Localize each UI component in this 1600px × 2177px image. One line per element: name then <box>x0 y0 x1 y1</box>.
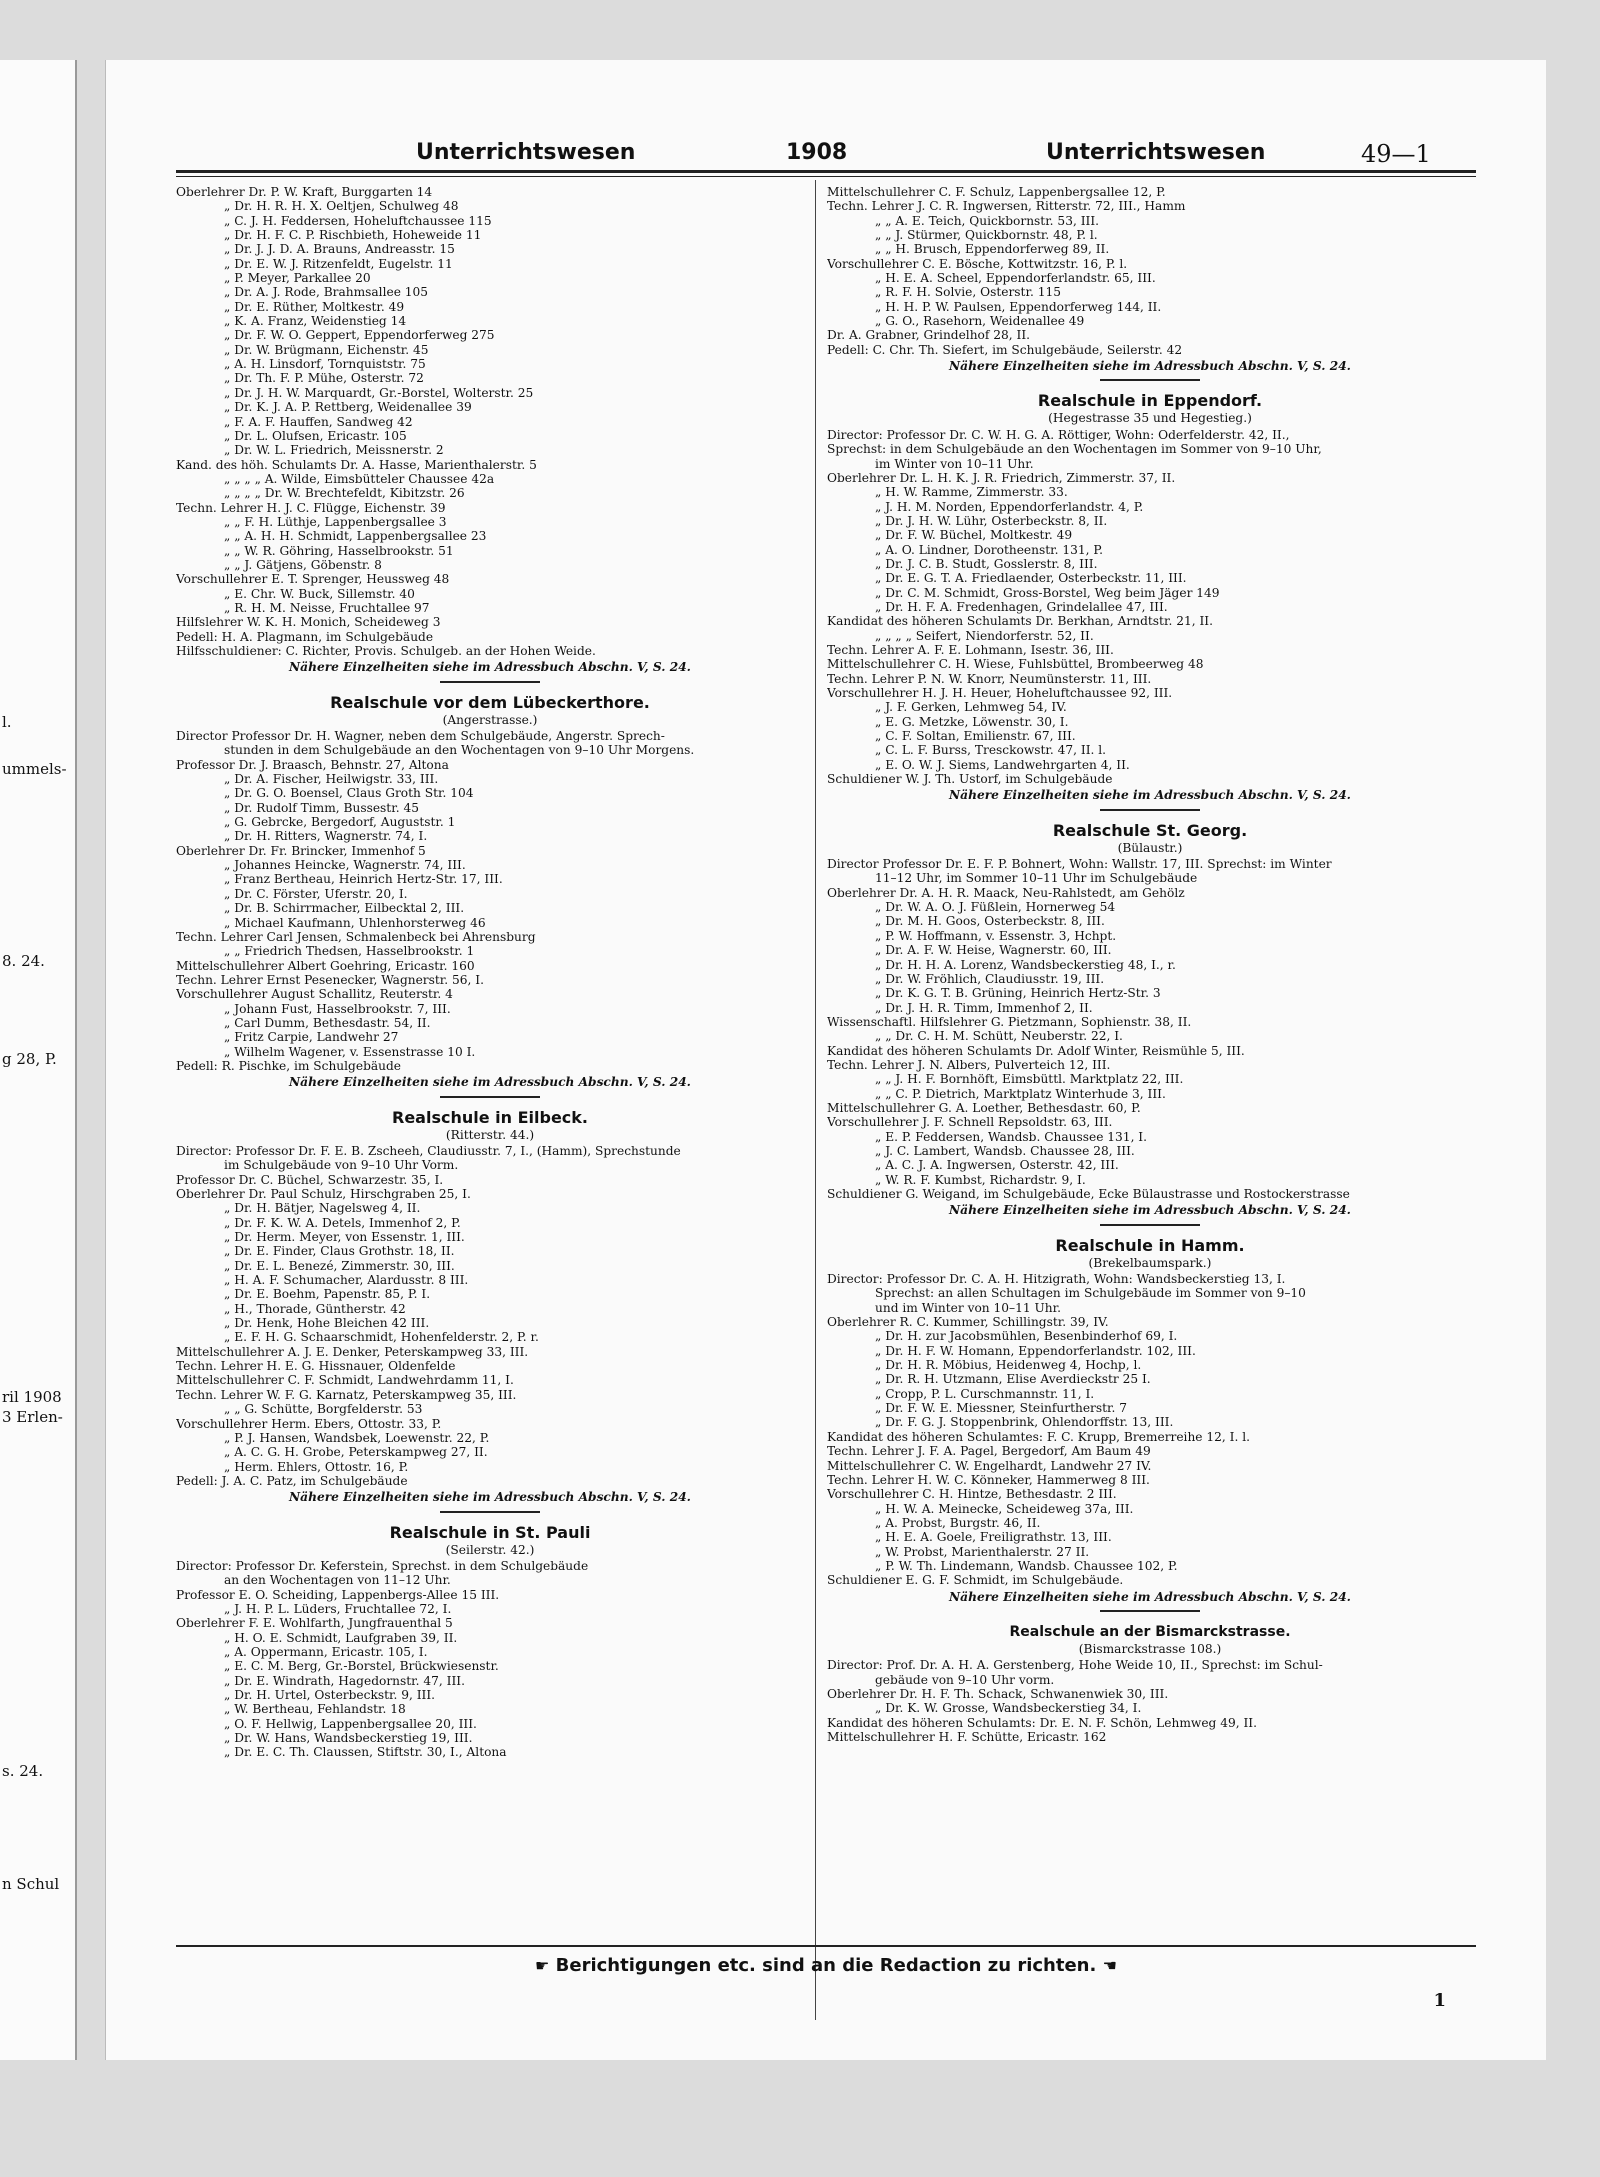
list-entry: „ J. F. Gerken, Lehmweg 54, IV. <box>875 700 1067 715</box>
list-entry: „ Cropp, P. L. Curschmannstr. 11, I. <box>875 1386 1095 1401</box>
list-entry: „ Dr. Rudolf Timm, Bussestr. 45 <box>224 800 419 815</box>
list-entry: 11–12 Uhr, im Sommer 10–11 Uhr im Schulgebäude <box>875 871 1198 886</box>
list-entry: „ G. Gebrcke, Bergedorf, Auguststr. 1 <box>224 815 456 830</box>
list-entry: „ Dr. A. F. W. Heise, Wagnerstr. 60, III. <box>875 943 1112 958</box>
list-entry: „ „ F. H. Lüthje, Lappenbergsallee 3 <box>224 514 447 529</box>
list-entry: „ Dr. J. H. W. Marquardt, Gr.-Borstel, Wolterstr. 25 <box>224 385 534 400</box>
list-entry: Schuldiener G. Weigand, im Schulgebäude, Ecke Bülaustrasse und Rostockerstrasse <box>827 1187 1350 1201</box>
list-entry: Oberlehrer Dr. L. H. K. J. R. Friedrich, Zimmerstr. 37, II. <box>827 470 1176 485</box>
section-address: (Bülaustr.) <box>1117 840 1183 855</box>
list-entry: „ A. C. J. A. Ingwersen, Osterstr. 42, III. <box>875 1158 1119 1173</box>
list-entry: Vorschullehrer Herm. Ebers, Ottostr. 33, P. <box>176 1416 442 1431</box>
list-entry: Dr. A. Grabner, Grindelhof 28, II. <box>827 328 1031 343</box>
list-entry: Techn. Lehrer H. W. C. Könneker, Hammerweg 8 III. <box>827 1472 1150 1487</box>
list-entry: „ W. Bertheau, Fehlandstr. 18 <box>224 1702 406 1717</box>
list-entry: „ J. C. Lambert, Wandsb. Chaussee 28, III. <box>875 1143 1135 1158</box>
list-entry: Techn. Lehrer J. C. R. Ingwersen, Ritterstr. 72, III., Hamm <box>827 199 1186 214</box>
section-title: Realschule in Hamm. <box>1055 1235 1245 1255</box>
list-entry: „ W. Probst, Marienthalerstr. 27 II. <box>875 1544 1090 1559</box>
list-entry: Pedell: J. A. C. Patz, im Schulgebäude <box>176 1473 408 1488</box>
reference-note: Nähere Einzelheiten siehe im Adressbuch Abschn. V, S. 24. <box>949 788 1351 803</box>
list-entry: „ R. H. M. Neisse, Fruchtallee 97 <box>224 600 430 615</box>
list-entry: Director: Professor Dr. Keferstein, Sprechst. in dem Schulgebäude <box>176 1558 589 1573</box>
section-address: (Angerstrasse.) <box>442 712 538 727</box>
column-divider <box>815 180 816 2020</box>
running-header <box>106 140 1546 170</box>
list-entry: „ A. C. G. H. Grobe, Peterskampweg 27, II. <box>224 1445 488 1460</box>
list-entry: „ H. E. A. Goele, Freiligrathstr. 13, III. <box>875 1530 1112 1545</box>
list-entry: „ Dr. K. G. T. B. Grüning, Heinrich Hertz-Str. 3 <box>875 986 1161 1001</box>
footer-rule <box>176 1945 1476 1947</box>
list-entry: Pedell: C. Chr. Th. Siefert, im Schulgebäude, Seilerstr. 42 <box>827 342 1183 357</box>
list-entry: Techn. Lehrer Ernst Pesenecker, Wagnerstr. 56, I. <box>176 972 484 987</box>
list-entry: „ Dr. E. W. J. Ritzenfeldt, Eugelstr. 11 <box>224 256 453 271</box>
footer-text: Berichtigungen etc. sind an die Redaction zu richten. <box>555 1955 1097 1976</box>
list-entry: „ „ „ „ Dr. W. Brechtefeldt, Kibitzstr. 26 <box>224 486 465 501</box>
list-entry: Director Professor Dr. E. F. P. Bohnert, Wohn: Wallstr. 17, III. Sprechst: im Winter <box>827 857 1332 872</box>
list-entry: „ Michael Kaufmann, Uhlenhorsterweg 46 <box>224 915 486 930</box>
list-entry: „ „ A. H. H. Schmidt, Lappenbergsallee 23 <box>224 529 487 544</box>
list-entry: „ Dr. J. H. W. Lühr, Osterbeckstr. 8, II. <box>875 513 1108 528</box>
list-entry: „ Dr. C. Förster, Uferstr. 20, I. <box>224 886 408 901</box>
header-left: Unterrichtswesen <box>416 140 636 165</box>
staff-list <box>176 1144 804 1488</box>
list-entry: „ P. Meyer, Parkallee 20 <box>224 271 371 286</box>
list-entry: „ Dr. W. A. O. J. Füßlein, Hornerweg 54 <box>875 900 1116 915</box>
list-entry: „ Dr. E. L. Benezé, Zimmerstr. 30, III. <box>224 1258 455 1273</box>
list-entry: „ „ J. Stürmer, Quickbornstr. 48, P. l. <box>875 228 1098 243</box>
list-entry: „ Dr. H. zur Jacobsmühlen, Besenbinderhof 69, I. <box>875 1329 1178 1344</box>
list-entry: „ Dr. E. G. T. A. Friedlaender, Osterbeckstr. 11, III. <box>875 571 1187 586</box>
list-entry: „ Dr. F. W. Büchel, Moltkestr. 49 <box>875 528 1073 543</box>
list-entry: „ Dr. G. O. Boensel, Claus Groth Str. 104 <box>224 786 474 801</box>
list-entry: „ E. C. M. Berg, Gr.-Borstel, Brückwiesenstr. <box>224 1659 499 1674</box>
separator <box>1100 379 1200 381</box>
list-entry: Oberlehrer Dr. Paul Schulz, Hirschgraben 25, I. <box>176 1187 471 1201</box>
list-entry: „ Dr. W. Hans, Wandsbeckerstieg 19, III. <box>224 1731 473 1746</box>
pointing-hand-left-icon: ☚ <box>1102 1956 1117 1975</box>
list-entry: Kand. des höh. Schulamts Dr. A. Hasse, Marienthalerstr. 5 <box>176 457 537 472</box>
staff-list <box>827 428 1473 787</box>
list-entry: Techn. Lehrer W. F. G. Karnatz, Peterskampweg 35, III. <box>176 1387 517 1402</box>
staff-list <box>827 1272 1473 1588</box>
list-entry: Sprechst: in dem Schulgebäude an den Wochentagen im Sommer von 9–10 Uhr, <box>827 442 1322 457</box>
header-right: Unterrichtswesen <box>1046 140 1266 165</box>
list-entry: Mittelschullehrer C. W. Engelhardt, Landwehr 27 IV. <box>827 1458 1152 1473</box>
list-entry: „ C. F. Soltan, Emilienstr. 67, III. <box>875 729 1076 744</box>
separator <box>440 1511 540 1513</box>
list-entry: Wissenschaftl. Hilfslehrer G. Pietzmann, Sophienstr. 38, II. <box>827 1014 1192 1029</box>
list-entry: „ „ G. Schütte, Borgfelderstr. 53 <box>224 1402 423 1417</box>
list-entry: „ Dr. H. Urtel, Osterbeckstr. 9, III. <box>224 1688 436 1702</box>
section-address: (Hegestrasse 35 und Hegestieg.) <box>1048 411 1252 426</box>
list-entry: Vorschullehrer J. F. Schnell Repsoldstr. 63, III. <box>827 1115 1113 1130</box>
list-entry: und im Winter von 10–11 Uhr. <box>875 1300 1061 1315</box>
list-entry: Mittelschullehrer H. F. Schütte, Ericastr. 162 <box>827 1730 1107 1744</box>
list-entry: „ H. E. A. Scheel, Eppendorferlandstr. 65, III. <box>875 271 1156 286</box>
list-entry: „ Dr. Herm. Meyer, von Essenstr. 1, III. <box>224 1230 465 1245</box>
list-entry: „ „ Friedrich Thedsen, Hasselbrookstr. 1 <box>224 944 475 959</box>
list-entry: Professor Dr. C. Büchel, Schwarzestr. 35, I. <box>176 1172 444 1187</box>
list-entry: „ Dr. K. J. A. P. Rettberg, Weidenallee 39 <box>224 400 472 415</box>
pointing-hand-right-icon: ☛ <box>535 1956 550 1975</box>
footer-notice <box>106 1955 1546 1976</box>
staff-list <box>176 1559 804 1760</box>
teacher-list <box>176 185 804 658</box>
list-entry: Techn. Lehrer H. E. G. Hissnauer, Oldenfelde <box>176 1359 456 1374</box>
header-page-number: 49—1 <box>1361 140 1431 168</box>
staff-list <box>827 185 1473 357</box>
header-year: 1908 <box>786 140 848 165</box>
list-entry: Director Professor Dr. H. Wagner, neben dem Schulgebäude, Angerstr. Sprech- <box>176 729 665 744</box>
header-rule <box>176 170 1476 177</box>
list-entry: Director: Professor Dr. F. E. B. Zscheeh, Claudiusstr. 7, I., (Hamm), Sprechstunde <box>176 1143 681 1158</box>
list-entry: Vorschullehrer E. T. Sprenger, Heussweg 48 <box>176 572 450 587</box>
list-entry: „ Dr. E. Windrath, Hagedornstr. 47, III. <box>224 1673 465 1688</box>
list-entry: „ Dr. H. F. C. P. Rischbieth, Hoheweide 11 <box>224 228 482 243</box>
list-entry: Oberlehrer Dr. P. W. Kraft, Burggarten 14 <box>176 185 433 199</box>
list-entry: Mittelschullehrer G. A. Loether, Bethesdastr. 60, P. <box>827 1100 1141 1115</box>
list-entry: Mittelschullehrer A. J. E. Denker, Peterskampweg 33, III. <box>176 1344 529 1359</box>
list-entry: „ H. O. E. Schmidt, Laufgraben 39, II. <box>224 1630 458 1645</box>
list-entry: „ K. A. Franz, Weidenstieg 14 <box>224 314 407 329</box>
list-entry: „ Dr. Henk, Hohe Bleichen 42 III. <box>224 1316 430 1331</box>
list-entry: „ Dr. E. Rüther, Moltkestr. 49 <box>224 299 405 314</box>
list-entry: „ „ „ „ Seifert, Niendorferstr. 52, II. <box>875 628 1094 643</box>
list-entry: „ A. H. Linsdorf, Tornquiststr. 75 <box>224 357 426 372</box>
adjacent-page-fragment: l. <box>2 713 12 731</box>
list-entry: Techn. Lehrer Carl Jensen, Schmalenbeck bei Ahrensburg <box>176 929 536 944</box>
list-entry: „ Dr. M. H. Goos, Osterbeckstr. 8, III. <box>875 914 1105 929</box>
list-entry: „ Dr. W. Brügmann, Eichenstr. 45 <box>224 342 429 357</box>
staff-list <box>827 857 1473 1201</box>
list-entry: Kandidat des höheren Schulamts: Dr. E. N. F. Schön, Lehmweg 49, II. <box>827 1715 1257 1730</box>
reference-note: Nähere Einzelheiten siehe im Adressbuch Abschn. V, S. 24. <box>289 1490 691 1505</box>
list-entry: „ „ W. R. Göhring, Hasselbrookstr. 51 <box>224 543 454 558</box>
list-entry: „ Dr. H. F. W. Homann, Eppendorferlandstr. 102, III. <box>875 1343 1196 1358</box>
list-entry: „ W. R. F. Kumbst, Richardstr. 9, I. <box>875 1172 1086 1187</box>
adjacent-page-fragment: ummels- <box>2 760 67 778</box>
list-entry: Kandidat des höheren Schulamts Dr. Adolf Winter, Reismühle 5, III. <box>827 1043 1245 1058</box>
section-title: Realschule St. Georg. <box>1052 820 1248 840</box>
list-entry: Mittelschullehrer C. F. Schulz, Lappenbergsallee 12, P. <box>827 185 1166 199</box>
separator <box>1100 809 1200 811</box>
section-title: Realschule in Eilbeck. <box>392 1107 588 1127</box>
reference-note: Nähere Einzelheiten siehe im Adressbuch Abschn. V, S. 24. <box>289 660 691 675</box>
list-entry: Oberlehrer Dr. H. F. Th. Schack, Schwanenwiek 30, III. <box>827 1686 1169 1701</box>
list-entry: Vorschullehrer August Schallitz, Reuterstr. 4 <box>176 987 453 1002</box>
list-entry: „ Dr. J. C. B. Studt, Gosslerstr. 8, III. <box>875 556 1098 571</box>
list-entry: Hilfsschuldiener: C. Richter, Provis. Schulgeb. an der Hohen Weide. <box>176 644 596 658</box>
list-entry: „ Dr. W. Fröhlich, Claudiusstr. 19, III. <box>875 971 1105 986</box>
list-entry: „ P. J. Hansen, Wandsbek, Loewenstr. 22, P. <box>224 1430 490 1445</box>
list-entry: „ Dr. B. Schirrmacher, Eilbecktal 2, III. <box>224 901 465 916</box>
list-entry: Pedell: R. Pischke, im Schulgebäude <box>176 1058 401 1073</box>
separator <box>1100 1610 1200 1612</box>
list-entry: Techn. Lehrer J. F. A. Pagel, Bergedorf, Am Baum 49 <box>827 1444 1151 1459</box>
list-entry: „ Dr. H. H. A. Lorenz, Wandsbeckerstieg 48, I., r. <box>875 957 1176 972</box>
list-entry: „ F. A. F. Hauffen, Sandweg 42 <box>224 414 413 429</box>
reference-note: Nähere Einzelheiten siehe im Adressbuch Abschn. V, S. 24. <box>949 1589 1351 1604</box>
list-entry: Director: Professor Dr. C. W. H. G. A. Röttiger, Wohn: Oderfelderstr. 42, II., <box>827 427 1290 442</box>
list-entry: „ Dr. A. J. Rode, Brahmsallee 105 <box>224 285 429 300</box>
section-address: (Seilerstr. 42.) <box>445 1542 535 1557</box>
list-entry: „ „ J. H. F. Bornhöft, Eimsbüttl. Marktplatz 22, III. <box>875 1072 1184 1087</box>
list-entry: im Schulgebäude von 9–10 Uhr Vorm. <box>224 1158 459 1173</box>
list-entry: Mittelschullehrer Albert Goehring, Ericastr. 160 <box>176 958 475 973</box>
list-entry: „ J. H. M. Norden, Eppendorferlandstr. 4, P. <box>875 499 1144 514</box>
list-entry: Vorschullehrer C. E. Bösche, Kottwitzstr. 16, P. l. <box>827 256 1128 271</box>
list-entry: Techn. Lehrer A. F. E. Lohmann, Isestr. 36, III. <box>827 642 1114 657</box>
list-entry: „ Dr. H. R. H. X. Oeltjen, Schulweg 48 <box>224 199 459 214</box>
list-entry: „ Dr. H. Bätjer, Nagelsweg 4, II. <box>224 1201 421 1216</box>
list-entry: „ Dr. R. H. Utzmann, Elise Averdieckstr 25 I. <box>875 1372 1151 1387</box>
right-column <box>827 185 1473 2015</box>
reference-note: Nähere Einzelheiten siehe im Adressbuch Abschn. V, S. 24. <box>949 359 1351 374</box>
list-entry: „ „ Dr. C. H. M. Schütt, Neuberstr. 22, I. <box>875 1029 1123 1044</box>
list-entry: Oberlehrer R. C. Kummer, Schillingstr. 39, IV. <box>827 1315 1109 1330</box>
list-entry: Sprechst: an allen Schultagen im Schulgebäude im Sommer von 9–10 <box>875 1286 1306 1301</box>
list-entry: „ Johannes Heincke, Wagnerstr. 74, III. <box>224 858 466 873</box>
list-entry: „ Dr. E. Finder, Claus Grothstr. 18, II. <box>224 1244 455 1259</box>
list-entry: „ „ J. Gätjens, Göbenstr. 8 <box>224 557 382 572</box>
adjacent-page-fragment: g 28, P. <box>2 1050 57 1068</box>
section-title: Realschule vor dem Lübeckerthore. <box>330 692 650 712</box>
list-entry: Mittelschullehrer C. F. Schmidt, Landwehrdamm 11, I. <box>176 1373 514 1388</box>
list-entry: „ R. F. H. Solvie, Osterstr. 115 <box>875 285 1061 300</box>
section-title: Realschule in Eppendorf. <box>1037 391 1263 411</box>
list-entry: Professor E. O. Scheiding, Lappenbergs-Allee 15 III. <box>176 1587 500 1602</box>
separator <box>440 1096 540 1098</box>
list-entry: „ Dr. H. Ritters, Wagnerstr. 74, I. <box>224 829 428 844</box>
staff-list <box>176 729 804 1073</box>
list-entry: Kandidat des höheren Schulamts Dr. Berkhan, Arndtstr. 21, II. <box>827 614 1213 629</box>
list-entry: Pedell: H. A. Plagmann, im Schulgebäude <box>176 629 434 644</box>
list-entry: Vorschullehrer C. H. Hintze, Bethesdastr. 2 III. <box>827 1487 1117 1502</box>
adjacent-page-fragment: 3 Erlen- <box>2 1408 63 1426</box>
section-address: (Brekelbaumspark.) <box>1088 1255 1212 1270</box>
list-entry: „ Fritz Carpie, Landwehr 27 <box>224 1030 399 1045</box>
list-entry: Oberlehrer Dr. A. H. R. Maack, Neu-Rahlstedt, am Gehölz <box>827 885 1185 900</box>
list-entry: „ Dr. F. G. J. Stoppenbrink, Ohlendorffstr. 13, III. <box>875 1415 1174 1430</box>
list-entry: „ „ H. Brusch, Eppendorferweg 89, II. <box>875 242 1110 257</box>
list-entry: „ E. P. Feddersen, Wandsb. Chaussee 131, I. <box>875 1129 1148 1144</box>
list-entry: stunden in dem Schulgebäude an den Wochentagen von 9–10 Uhr Morgens. <box>224 743 695 758</box>
adjacent-page-fragment: n Schul <box>2 1875 60 1893</box>
list-entry: „ E. F. H. G. Schaarschmidt, Hohenfelderstr. 2, P. r. <box>224 1330 539 1345</box>
list-entry: „ Dr. H. R. Möbius, Heidenweg 4, Hochp, l. <box>875 1358 1142 1373</box>
section-address: (Bismarckstrasse 108.) <box>1078 1641 1222 1656</box>
adjacent-page-fragment: 8. 24. <box>2 952 45 970</box>
page <box>105 60 1546 2060</box>
list-entry: Vorschullehrer H. J. H. Heuer, Hoheluftchaussee 92, III. <box>827 686 1173 700</box>
list-entry: „ „ „ „ A. Wilde, Eimsbütteler Chaussee 42a <box>224 471 495 486</box>
list-entry: „ „ A. E. Teich, Quickbornstr. 53, III. <box>875 213 1100 228</box>
list-entry: „ E. O. W. J. Siems, Landwehrgarten 4, II. <box>875 757 1130 772</box>
list-entry: „ „ C. P. Dietrich, Marktplatz Winterhude 3, III. <box>875 1086 1166 1101</box>
list-entry: „ Carl Dumm, Bethesdastr. 54, II. <box>224 1015 431 1030</box>
list-entry: „ H. A. F. Schumacher, Alardusstr. 8 III. <box>224 1273 469 1288</box>
list-entry: „ H. W. Ramme, Zimmerstr. 33. <box>875 485 1068 500</box>
list-entry: „ A. O. Lindner, Dorotheenstr. 131, P. <box>875 542 1103 557</box>
reference-note: Nähere Einzelheiten siehe im Adressbuch Abschn. V, S. 24. <box>949 1203 1351 1218</box>
list-entry: „ G. O., Rasehorn, Weidenallee 49 <box>875 314 1085 329</box>
list-entry: Oberlehrer Dr. Fr. Brincker, Immenhof 5 <box>176 843 426 858</box>
list-entry: „ Johann Fust, Hasselbrookstr. 7, III. <box>224 1001 451 1016</box>
list-entry: „ H. H. P. W. Paulsen, Eppendorferweg 144, II. <box>875 299 1162 314</box>
list-entry: „ Dr. A. Fischer, Heilwigstr. 33, III. <box>224 772 439 787</box>
list-entry: Hilfslehrer W. K. H. Monich, Scheideweg 3 <box>176 615 441 630</box>
list-entry: „ Dr. J. H. R. Timm, Immenhof 2, II. <box>875 1000 1093 1015</box>
section-address: (Ritterstr. 44.) <box>445 1127 535 1142</box>
list-entry: „ E. Chr. W. Buck, Sillemstr. 40 <box>224 586 415 601</box>
list-entry: Techn. Lehrer P. N. W. Knorr, Neumünsterstr. 11, III. <box>827 671 1152 686</box>
list-entry: „ Herm. Ehlers, Ottostr. 16, P. <box>224 1459 409 1474</box>
adjacent-page-fragment: s. 24. <box>2 1762 44 1780</box>
section-title: Realschule in St. Pauli <box>389 1522 591 1542</box>
list-entry: „ O. F. Hellwig, Lappenbergsallee 20, III. <box>224 1716 477 1731</box>
list-entry: „ Dr. H. F. A. Fredenhagen, Grindelallee 47, III. <box>875 599 1168 614</box>
section-title: Realschule an der Bismarckstrasse. <box>1009 1623 1291 1640</box>
separator <box>1100 1224 1200 1226</box>
adjacent-page-fragment: ril 1908 <box>2 1388 62 1406</box>
signature-mark: 1 <box>1433 1990 1446 2011</box>
list-entry: Techn. Lehrer J. N. Albers, Pulverteich 12, III. <box>827 1057 1111 1072</box>
list-entry: „ Dr. L. Olufsen, Ericastr. 105 <box>224 428 407 443</box>
list-entry: im Winter von 10–11 Uhr. <box>875 456 1034 471</box>
list-entry: „ P. W. Th. Lindemann, Wandsb. Chaussee 102, P. <box>875 1558 1178 1573</box>
left-column <box>176 185 804 2015</box>
list-entry: „ Dr. E. Boehm, Papenstr. 85, P. I. <box>224 1287 431 1302</box>
list-entry: „ E. G. Metzke, Löwenstr. 30, I. <box>875 714 1069 729</box>
list-entry: Director: Professor Dr. C. A. H. Hitzigrath, Wohn: Wandsbeckerstieg 13, I. <box>827 1272 1286 1287</box>
list-entry: „ Dr. F. W. O. Geppert, Eppendorferweg 275 <box>224 328 495 343</box>
list-entry: „ J. H. P. L. Lüders, Fruchtallee 72, I. <box>224 1601 452 1616</box>
list-entry: „ Dr. K. W. Grosse, Wandsbeckerstieg 34, I. <box>875 1701 1142 1716</box>
list-entry: „ Wilhelm Wagener, v. Essenstrasse 10 I. <box>224 1044 476 1059</box>
list-entry: Professor Dr. J. Braasch, Behnstr. 27, Altona <box>176 757 449 772</box>
adjacent-page-strip <box>0 60 77 2060</box>
list-entry: „ C. J. H. Feddersen, Hoheluftchaussee 115 <box>224 213 492 228</box>
list-entry: „ Dr. J. J. D. A. Brauns, Andreasstr. 15 <box>224 242 455 257</box>
list-entry: Schuldiener E. G. F. Schmidt, im Schulgebäude. <box>827 1573 1124 1588</box>
list-entry: „ Dr. C. M. Schmidt, Gross-Borstel, Weg beim Jäger 149 <box>875 585 1220 600</box>
list-entry: „ P. W. Hoffmann, v. Essenstr. 3, Hchpt. <box>875 928 1117 943</box>
separator <box>440 681 540 683</box>
reference-note: Nähere Einzelheiten siehe im Adressbuch Abschn. V, S. 24. <box>289 1075 691 1090</box>
list-entry: Schuldiener W. J. Th. Ustorf, im Schulgebäude <box>827 772 1113 787</box>
list-entry: Mittelschullehrer C. H. Wiese, Fuhlsbüttel, Brombeerweg 48 <box>827 657 1204 672</box>
list-entry: „ H., Thorade, Güntherstr. 42 <box>224 1301 406 1316</box>
list-entry: Techn. Lehrer H. J. C. Flügge, Eichenstr. 39 <box>176 500 446 515</box>
list-entry: „ A. Oppermann, Ericastr. 105, I. <box>224 1644 428 1659</box>
list-entry: gebäude von 9–10 Uhr vorm. <box>875 1672 1055 1687</box>
list-entry: „ A. Probst, Burgstr. 46, II. <box>875 1515 1041 1530</box>
list-entry: Oberlehrer F. E. Wohlfarth, Jungfrauenthal 5 <box>176 1616 453 1631</box>
list-entry: „ C. L. F. Burss, Tresckowstr. 47, II. l. <box>875 743 1107 758</box>
list-entry: „ H. W. A. Meinecke, Scheideweg 37a, III. <box>875 1501 1134 1516</box>
list-entry: „ Dr. Th. F. P. Mühe, Osterstr. 72 <box>224 371 424 386</box>
list-entry: Director: Prof. Dr. A. H. A. Gerstenberg, Hohe Weide 10, II., Sprechst: im Schul- <box>827 1658 1323 1673</box>
list-entry: „ Dr. F. W. E. Miessner, Steinfurtherstr. 7 <box>875 1401 1127 1416</box>
staff-list <box>827 1658 1473 1744</box>
list-entry: Kandidat des höheren Schulamtes: F. C. Krupp, Bremerreihe 12, I. l. <box>827 1429 1250 1444</box>
list-entry: „ Dr. E. C. Th. Claussen, Stiftstr. 30, I., Altona <box>224 1745 507 1760</box>
list-entry: „ Dr. W. L. Friedrich, Meissnerstr. 2 <box>224 443 444 458</box>
list-entry: an den Wochentagen von 11–12 Uhr. <box>224 1573 451 1588</box>
list-entry: „ Franz Bertheau, Heinrich Hertz-Str. 17, III. <box>224 872 503 887</box>
list-entry: „ Dr. F. K. W. A. Detels, Immenhof 2, P. <box>224 1215 461 1230</box>
